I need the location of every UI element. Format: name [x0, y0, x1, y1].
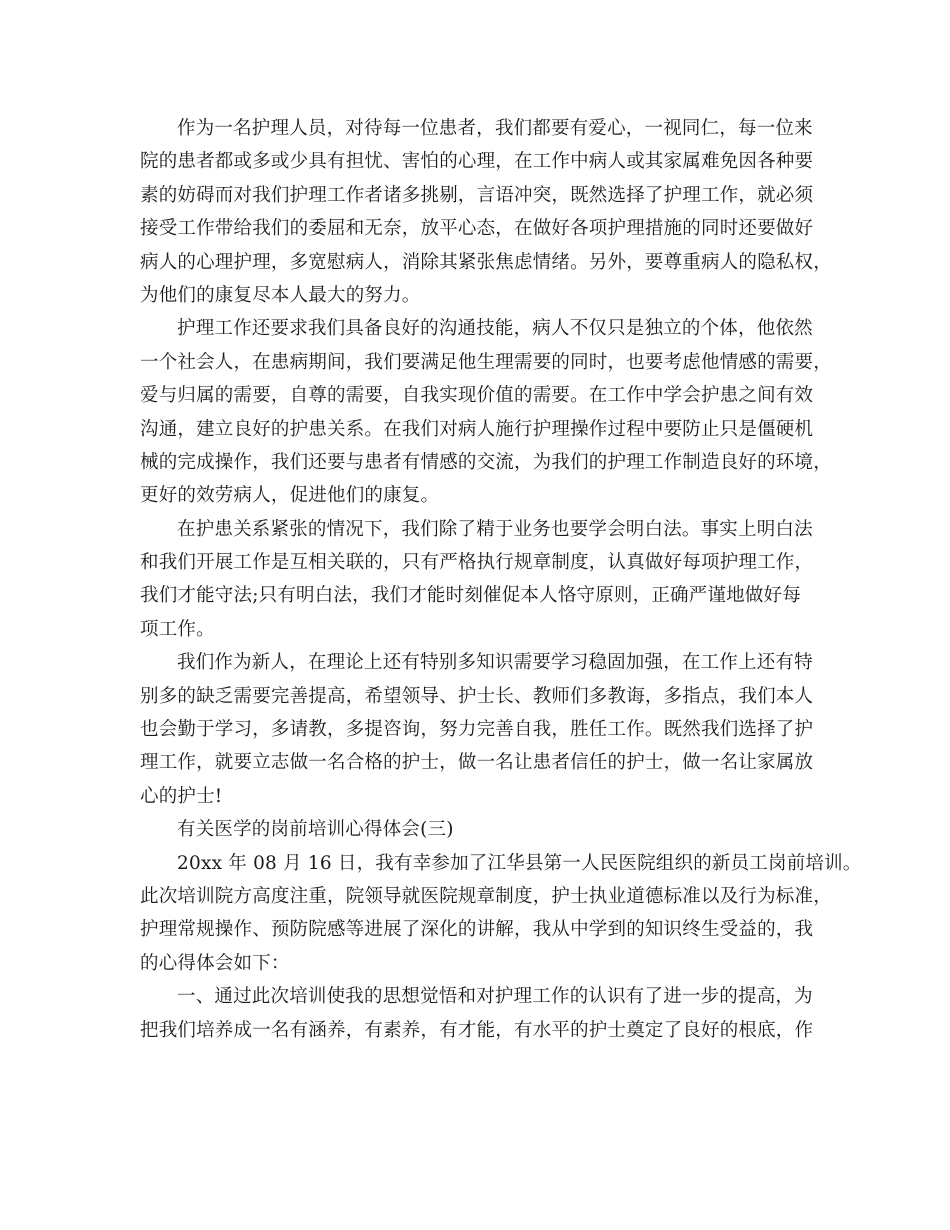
- text-line: 爱与归属的需要，自尊的需要，自我实现价值的需要。在工作中学会护患之间有效: [140, 385, 814, 407]
- text-line: 也会勤于学习，多请教，多提咨询，努力完善自我，胜任工作。既然我们选择了护: [140, 719, 814, 741]
- text-line: 护理工作还要求我们具备良好的沟通技能，病人不仅只是独立的个体，他依然: [177, 318, 813, 340]
- text-line: 20xx 年 08 月 16 日，我有幸参加了江华县第一人民医院组织的新员工岗前培训。: [177, 852, 862, 874]
- text-line: 更好的效劳病人，促进他们的康复。: [140, 485, 440, 507]
- text-line: 护理常规操作、预防院感等进展了深化的讲解，我从中学到的知识终生受益的，我: [140, 919, 814, 941]
- text-line: 我们作为新人，在理论上还有特别多知识需要学习稳固加强，在工作上还有特: [177, 652, 813, 674]
- document-body: [140, 112, 862, 1047]
- text-line: 心的护士!: [140, 785, 223, 807]
- text-line: 素的妨碍而对我们护理工作者诸多挑剔，言语冲突，既然选择了护理工作，就必须: [140, 184, 814, 206]
- text-line: 别多的缺乏需要完善提高，希望领导、护士长、教师们多教诲，多指点，我们本人: [140, 685, 814, 707]
- text-line: 把我们培养成一名有涵养，有素养，有才能，有水平的护士奠定了良好的根底，作: [140, 1019, 814, 1041]
- text-line: 和我们开展工作是互相关联的，只有严格执行规章制度，认真做好每项护理工作，: [140, 552, 814, 574]
- text-line: 病人的心理护理，多宽慰病人，消除其紧张焦虑情绪。另外，要尊重病人的隐私权，: [140, 251, 832, 273]
- text-line: 此次培训院方高度注重，院领导就医院规章制度，护士执业道德标准以及行为标准，: [140, 885, 832, 907]
- text-line: 院的患者都或多或少具有担忧、害怕的心理，在工作中病人或其家属难免因各种要: [140, 151, 814, 173]
- text-line: 的心得体会如下：: [140, 952, 290, 974]
- text-line: 接受工作带给我们的委屈和无奈，放平心态，在做好各项护理措施的同时还要做好: [140, 218, 814, 240]
- text-line: 沟通，建立良好的护患关系。在我们对病人施行护理操作过程中要防止只是僵硬机: [140, 418, 814, 440]
- text-line: 有关医学的岗前培训心得体会(三): [177, 819, 454, 841]
- text-line: 为他们的康复尽本人最大的努力。: [140, 284, 421, 306]
- text-line: 一个社会人，在患病期间，我们要满足他生理需要的同时，也要考虑他情感的需要，: [140, 351, 832, 373]
- text-line: 项工作。: [140, 618, 215, 640]
- text-line: 在护患关系紧张的情况下，我们除了精于业务也要学会明白法。事实上明白法: [177, 518, 813, 540]
- text-line: 一、通过此次培训使我的思想觉悟和对护理工作的认识有了进一步的提高，为: [177, 986, 813, 1008]
- text-line: 理工作，就要立志做一名合格的护士，做一名让患者信任的护士，做一名让家属放: [140, 752, 814, 774]
- text-line: 械的完成操作，我们还要与患者有情感的交流，为我们的护理工作制造良好的环境，: [140, 451, 832, 473]
- text-line: 作为一名护理人员，对待每一位患者，我们都要有爱心，一视同仁，每一位来: [177, 118, 813, 139]
- text-line: 我们才能守法;只有明白法，我们才能时刻催促本人恪守原则，正确严谨地做好每: [140, 585, 801, 607]
